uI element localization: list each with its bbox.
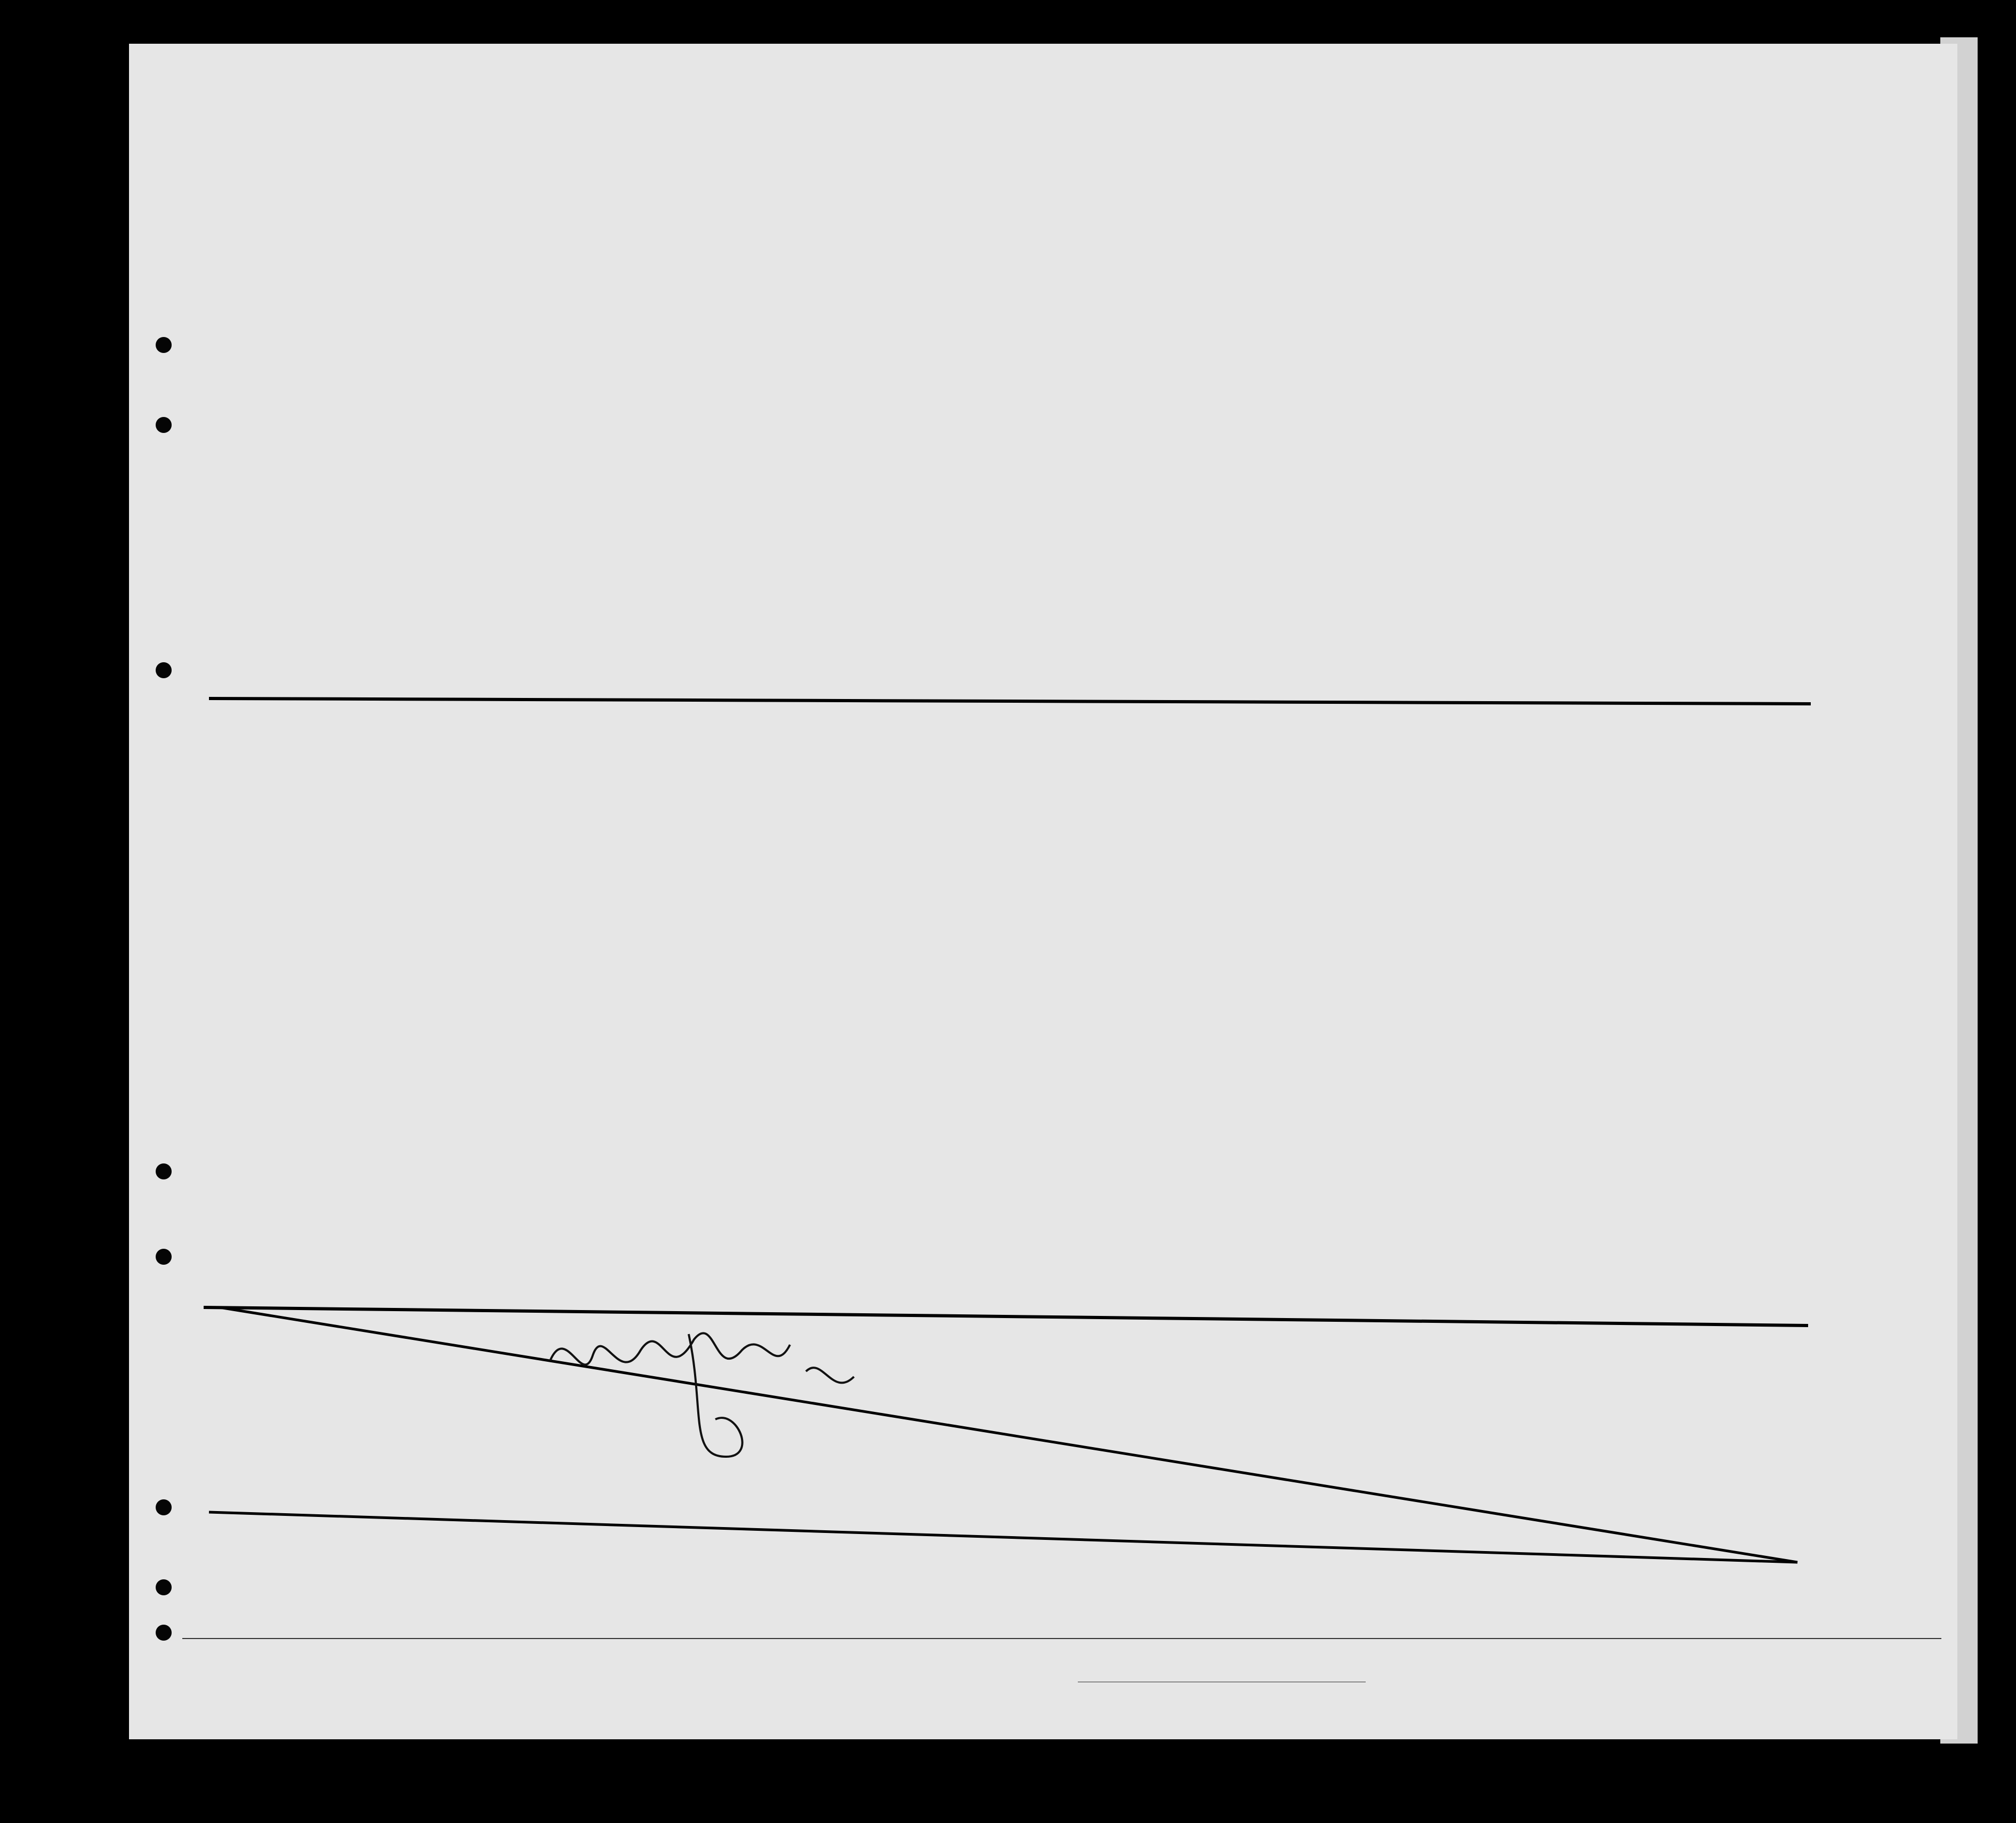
punch-hole <box>156 662 172 678</box>
strike-marks <box>129 44 1957 1739</box>
punch-hole <box>156 417 172 433</box>
cancel-diagonal <box>220 1307 1797 1562</box>
strike-line-row-8 <box>209 698 1811 704</box>
punch-hole <box>156 1249 172 1265</box>
cancel-line-bottom <box>209 1512 1797 1562</box>
punch-hole <box>156 337 172 353</box>
punch-hole <box>156 1499 172 1515</box>
punch-hole <box>156 1579 172 1595</box>
punch-hole <box>156 1163 172 1179</box>
punch-hole <box>156 1625 172 1641</box>
footer-rule <box>182 1638 1941 1639</box>
cancel-line-top <box>204 1307 1808 1326</box>
signature-scrawl <box>550 1333 854 1457</box>
manifest-sheet <box>129 44 1957 1739</box>
